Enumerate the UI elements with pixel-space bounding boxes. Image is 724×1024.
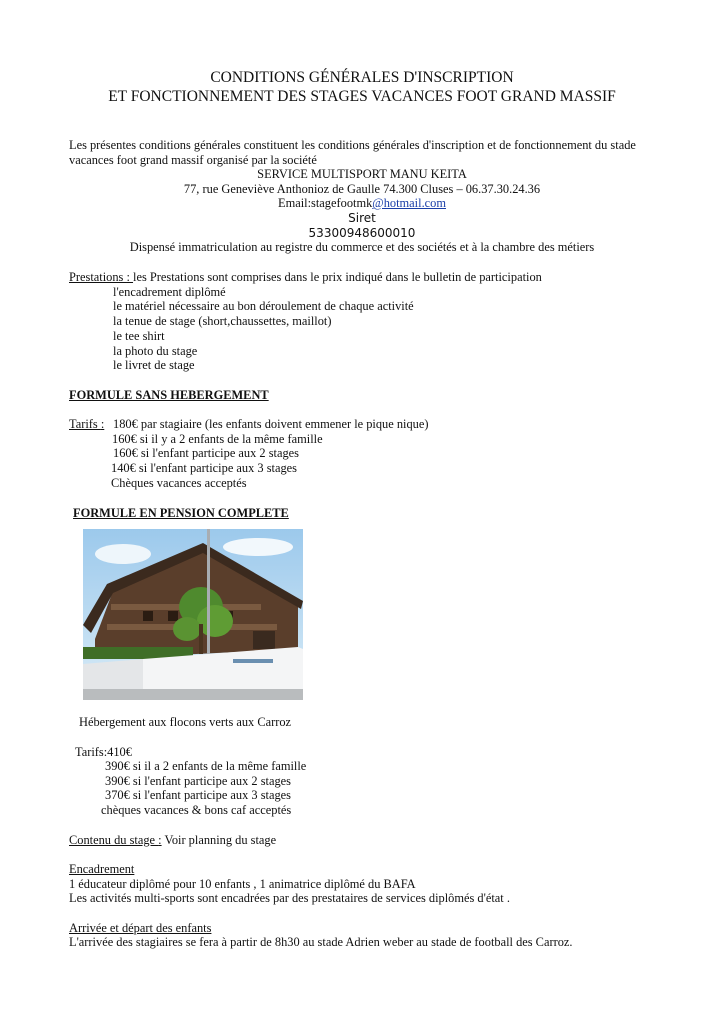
contenu-label: Contenu du stage bbox=[69, 833, 159, 847]
prestation-item: l'encadrement diplômé bbox=[113, 285, 226, 299]
arrivee-line-1: L'arrivée des stagiaires se fera à partir de 8h30 au stade Adrien weber au stade de football des Carroz. bbox=[69, 935, 573, 949]
tarif-line: Chèques vacances acceptés bbox=[111, 476, 247, 490]
tarifs-label-text: Tarifs bbox=[69, 417, 101, 431]
pension-tarif-line: 390€ si il a 2 enfants de la même famille bbox=[105, 759, 307, 773]
encadrement-line-1: 1 éducateur diplômé pour 10 enfants , 1 animatrice diplômé du BAFA bbox=[69, 877, 416, 891]
tarif-line: 140€ si l'enfant participe aux 3 stages bbox=[111, 461, 297, 475]
prestation-item: le matériel nécessaire au bon déroulement de chaque activité bbox=[113, 299, 414, 313]
arrivee-heading: Arrivée et départ des enfants bbox=[69, 921, 212, 935]
photo-caption: Hébergement aux flocons verts aux Carroz bbox=[79, 715, 292, 729]
prestations-line bbox=[69, 270, 542, 285]
prestation-item: le livret de stage bbox=[113, 358, 195, 372]
pension-tarif-line: chèques vacances & bons caf acceptés bbox=[101, 803, 292, 817]
contenu-text: Voir planning du stage bbox=[161, 833, 277, 847]
intro-line-2: vacances foot grand massif organisé par la société bbox=[69, 153, 317, 167]
pension-tarifs: Tarifs:410€ bbox=[75, 745, 132, 759]
prestations-colon: : bbox=[126, 270, 134, 284]
prestation-item: le tee shirt bbox=[113, 329, 165, 343]
contenu-line bbox=[69, 833, 276, 848]
tarif-line: 180€ par stagiaire (les enfants doivent emmener le pique nique) bbox=[113, 417, 429, 431]
document-title-line-1: CONDITIONS GÉNÉRALES D'INSCRIPTION bbox=[210, 69, 514, 86]
encadrement-line-2: Les activités multi-sports sont encadrées par des prestataires de services diplômés d'état . bbox=[69, 891, 510, 905]
prestation-item: la tenue de stage (short,chaussettes, maillot) bbox=[113, 314, 332, 328]
contenu-colon: : bbox=[158, 833, 162, 847]
email-prefix: Email:stagefootmk bbox=[278, 196, 373, 210]
company-address: 77, rue Geneviève Anthonioz de Gaulle 74.300 Cluses – 06.37.30.24.36 bbox=[183, 182, 541, 196]
company-email bbox=[0, 196, 724, 211]
tarifs-label bbox=[69, 417, 104, 432]
pension-tarif-line: 370€ si l'enfant participe aux 3 stages bbox=[105, 788, 291, 802]
tarifs-colon: : bbox=[100, 417, 105, 431]
tarif-line: 160€ si l'enfant participe aux 2 stages bbox=[113, 446, 299, 460]
encadrement-heading: Encadrement bbox=[69, 862, 135, 876]
email-link[interactable]: @hotmail.com bbox=[372, 196, 446, 210]
formule-pension-heading: FORMULE EN PENSION COMPLETE bbox=[73, 506, 289, 520]
prestations-text: les Prestations sont comprises dans le prix indiqué dans le bulletin de participation bbox=[133, 270, 542, 284]
prestation-item: la photo du stage bbox=[113, 344, 198, 358]
intro-line-1: Les présentes conditions générales constituent les conditions générales d'inscription et de fonctionnement du stade bbox=[69, 138, 636, 152]
tarif-line: 160€ si il y a 2 enfants de la même famille bbox=[112, 432, 323, 446]
document-title-line-2: ET FONCTIONNEMENT DES STAGES VACANCES FOOT GRAND MASSIF bbox=[108, 88, 616, 105]
pension-tarif-line: 390€ si l'enfant participe aux 2 stages bbox=[105, 774, 291, 788]
formule-sans-heading: FORMULE SANS HEBERGEMENT bbox=[69, 388, 269, 402]
dispense-statement: Dispensé immatriculation au registre du commerce et des sociétés et à la chambre des métiers bbox=[129, 240, 595, 254]
prestations-label: Prestations bbox=[69, 270, 127, 284]
chalet-photo bbox=[83, 529, 303, 700]
siret-label: Siret bbox=[348, 211, 376, 225]
company-name: SERVICE MULTISPORT MANU KEITA bbox=[257, 167, 467, 181]
siret-number: 53300948600010 bbox=[308, 226, 416, 240]
